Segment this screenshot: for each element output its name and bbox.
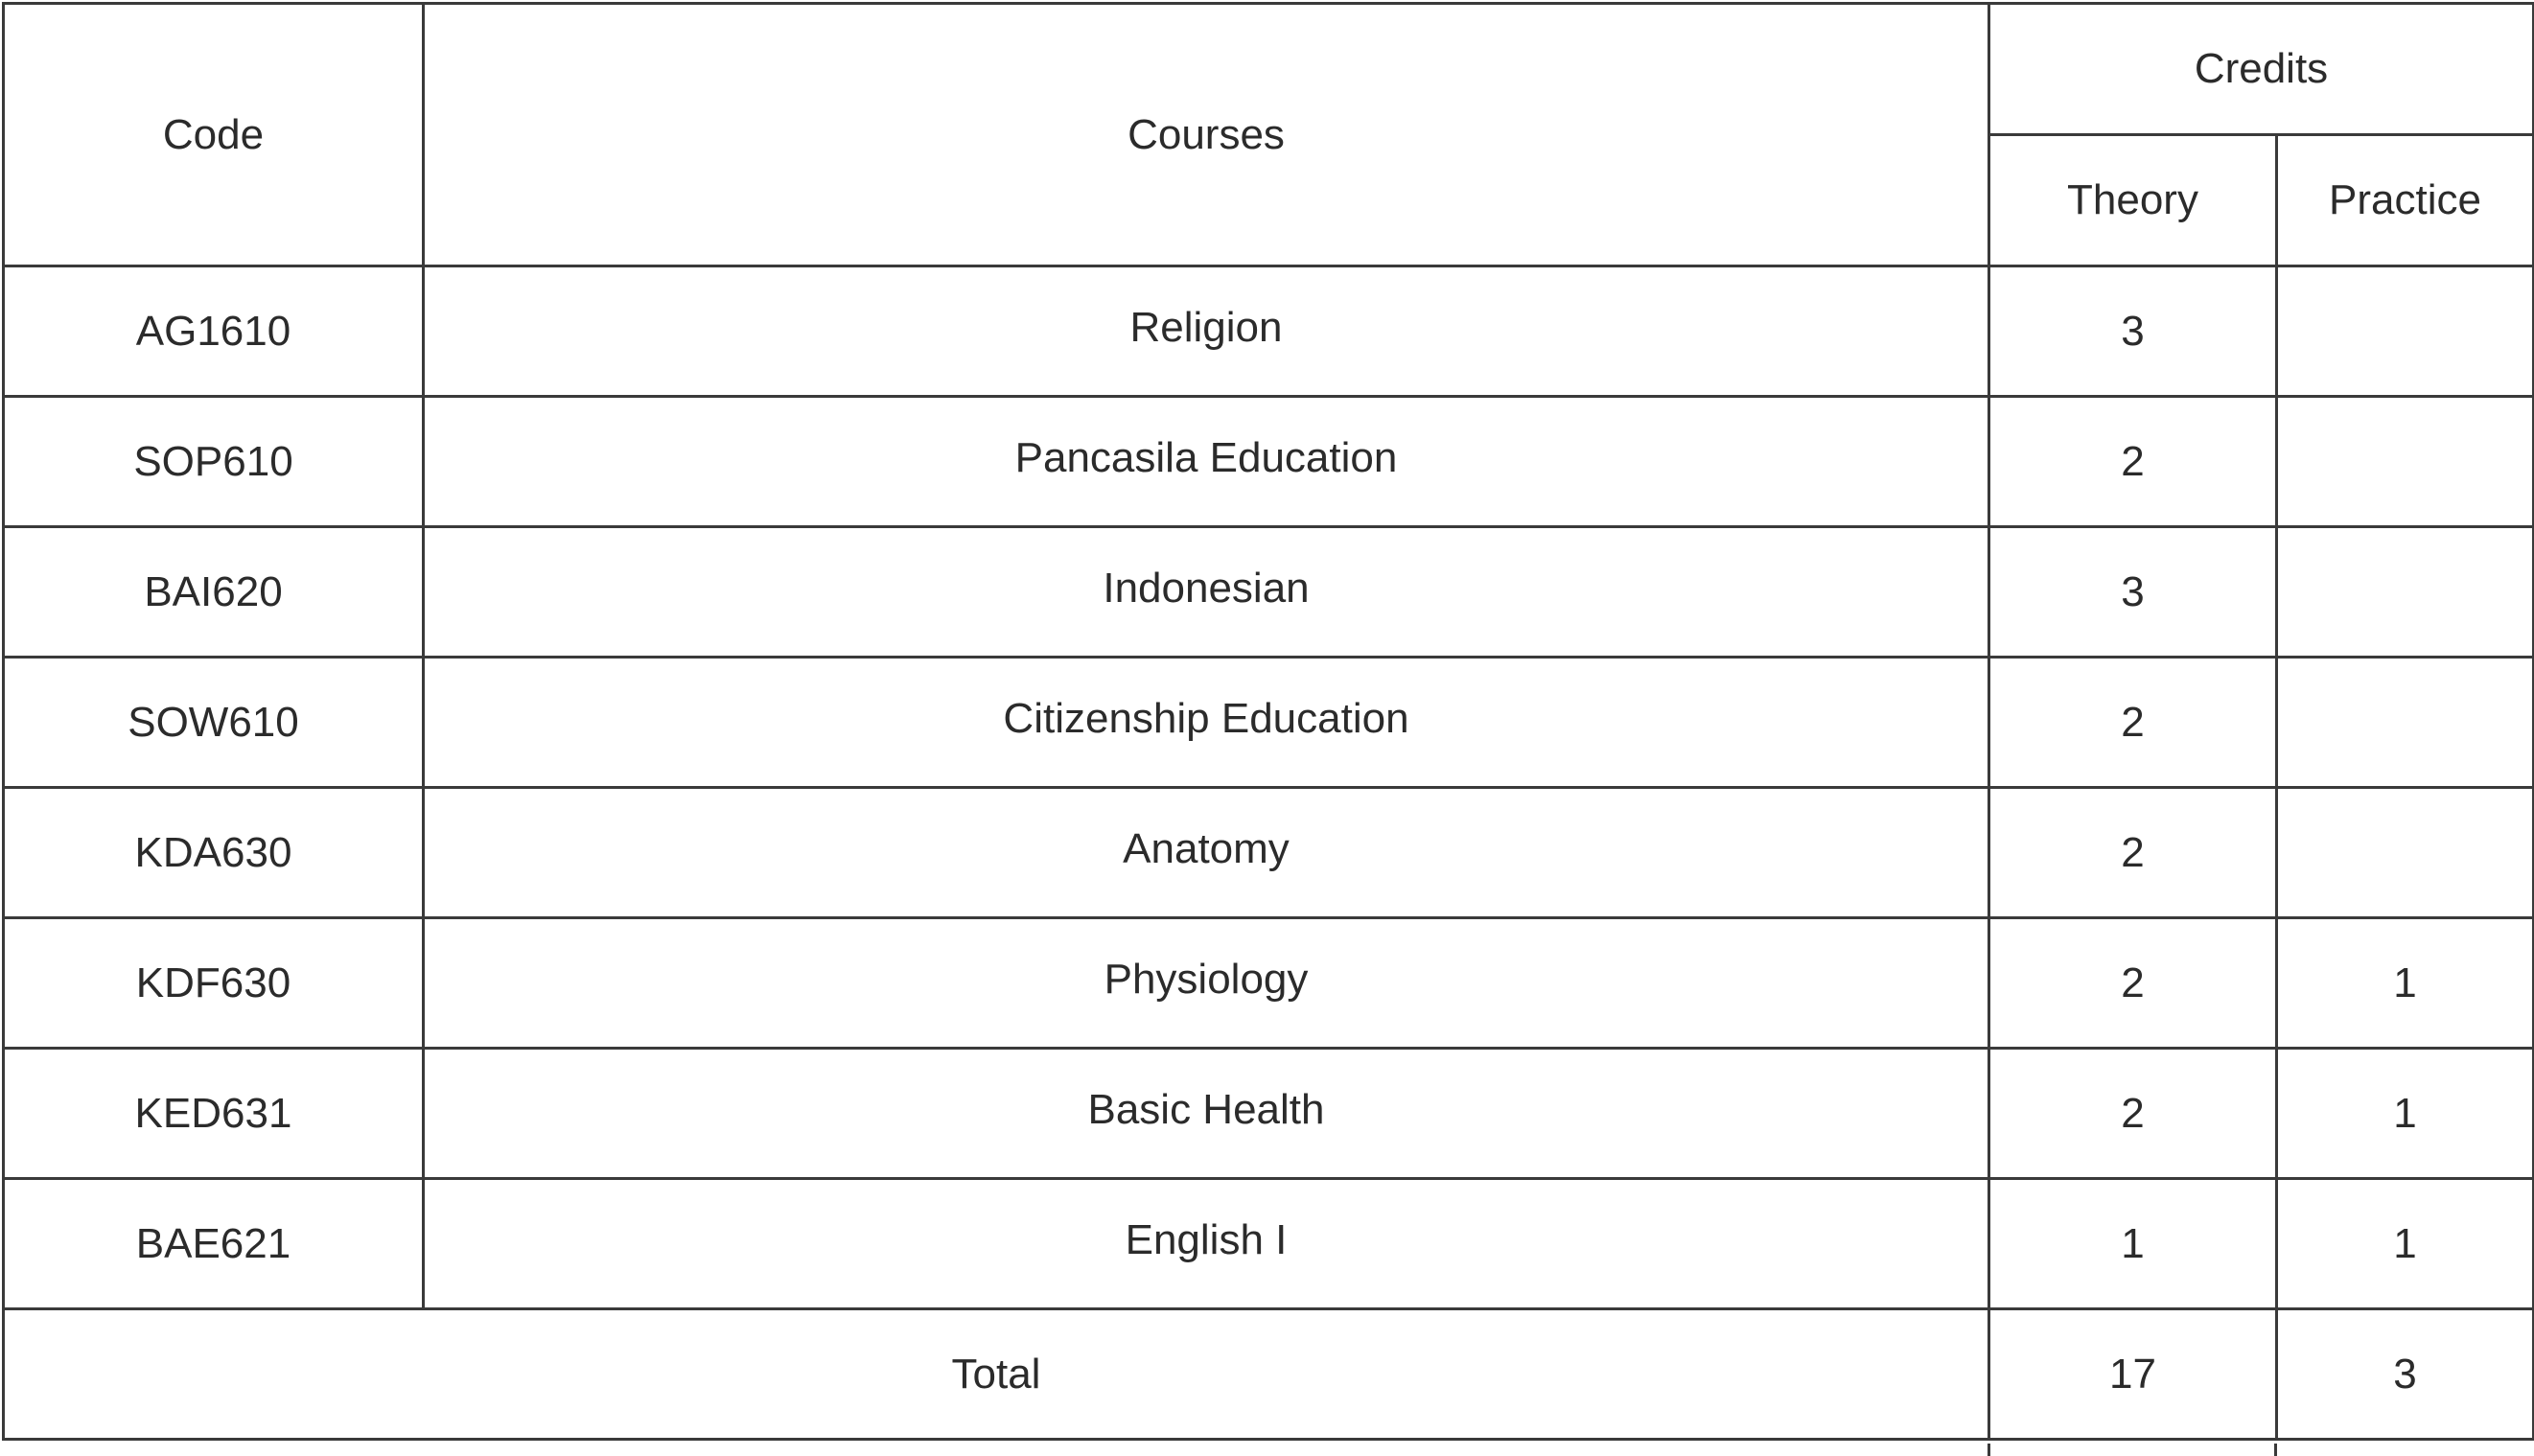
course-cell [424, 266, 1989, 397]
table-body [4, 266, 2534, 1309]
theory-cell: 3 [1989, 527, 2277, 658]
course-name: Physiology [1104, 955, 1309, 1003]
table-row [4, 1049, 2534, 1179]
header-credits: Credits [1989, 4, 2534, 135]
table-row [4, 788, 2534, 918]
column-divider-tail [2274, 1444, 2277, 1456]
course-cell [424, 788, 1989, 918]
course-name: Anatomy [1123, 824, 1290, 872]
code-cell: AG1610 [4, 266, 424, 397]
practice-cell [2277, 266, 2534, 397]
practice-cell: 1 [2277, 1179, 2534, 1309]
column-divider-tail [1988, 1444, 1990, 1456]
theory-cell: 3 [1989, 266, 2277, 397]
theory-cell: 2 [1989, 788, 2277, 918]
course-name: Pancasila Education [1014, 433, 1398, 481]
practice-cell: 1 [2277, 918, 2534, 1049]
course-name: Citizenship Education [1003, 694, 1409, 742]
code-cell: SOP610 [4, 397, 424, 527]
header-theory: Theory [1989, 135, 2277, 266]
course-cell [424, 397, 1989, 527]
code-cell: KDF630 [4, 918, 424, 1049]
course-name: Indonesian [1103, 564, 1310, 612]
total-row [4, 1309, 2534, 1440]
table-row [4, 397, 2534, 527]
course-name: Basic Health [1087, 1085, 1325, 1133]
total-practice: 3 [2277, 1309, 2534, 1440]
course-cell [424, 658, 1989, 788]
code-cell: SOW610 [4, 658, 424, 788]
practice-cell [2277, 788, 2534, 918]
theory-cell: 1 [1989, 1179, 2277, 1309]
theory-cell: 2 [1989, 397, 2277, 527]
course-cell [424, 1179, 1989, 1309]
course-credits-table [2, 2, 2534, 1441]
course-cell [424, 1049, 1989, 1179]
practice-cell [2277, 658, 2534, 788]
course-name: Religion [1129, 303, 1283, 351]
practice-cell [2277, 527, 2534, 658]
total-theory: 17 [1989, 1309, 2277, 1440]
table-row [4, 658, 2534, 788]
code-cell: KED631 [4, 1049, 424, 1179]
header-practice: Practice [2277, 135, 2534, 266]
header-code: Code [4, 4, 424, 266]
course-cell [424, 527, 1989, 658]
header-row [4, 4, 2534, 135]
practice-cell [2277, 397, 2534, 527]
table-row [4, 527, 2534, 658]
table-row [4, 266, 2534, 397]
theory-cell: 2 [1989, 658, 2277, 788]
practice-cell: 1 [2277, 1049, 2534, 1179]
theory-cell: 2 [1989, 918, 2277, 1049]
code-cell: BAE621 [4, 1179, 424, 1309]
total-label: Total [4, 1309, 1989, 1440]
code-cell: KDA630 [4, 788, 424, 918]
table-row [4, 918, 2534, 1049]
course-name: English I [1125, 1215, 1288, 1263]
table-row [4, 1179, 2534, 1309]
header-courses: Courses [424, 4, 1989, 266]
code-cell: BAI620 [4, 527, 424, 658]
course-cell [424, 918, 1989, 1049]
theory-cell: 2 [1989, 1049, 2277, 1179]
